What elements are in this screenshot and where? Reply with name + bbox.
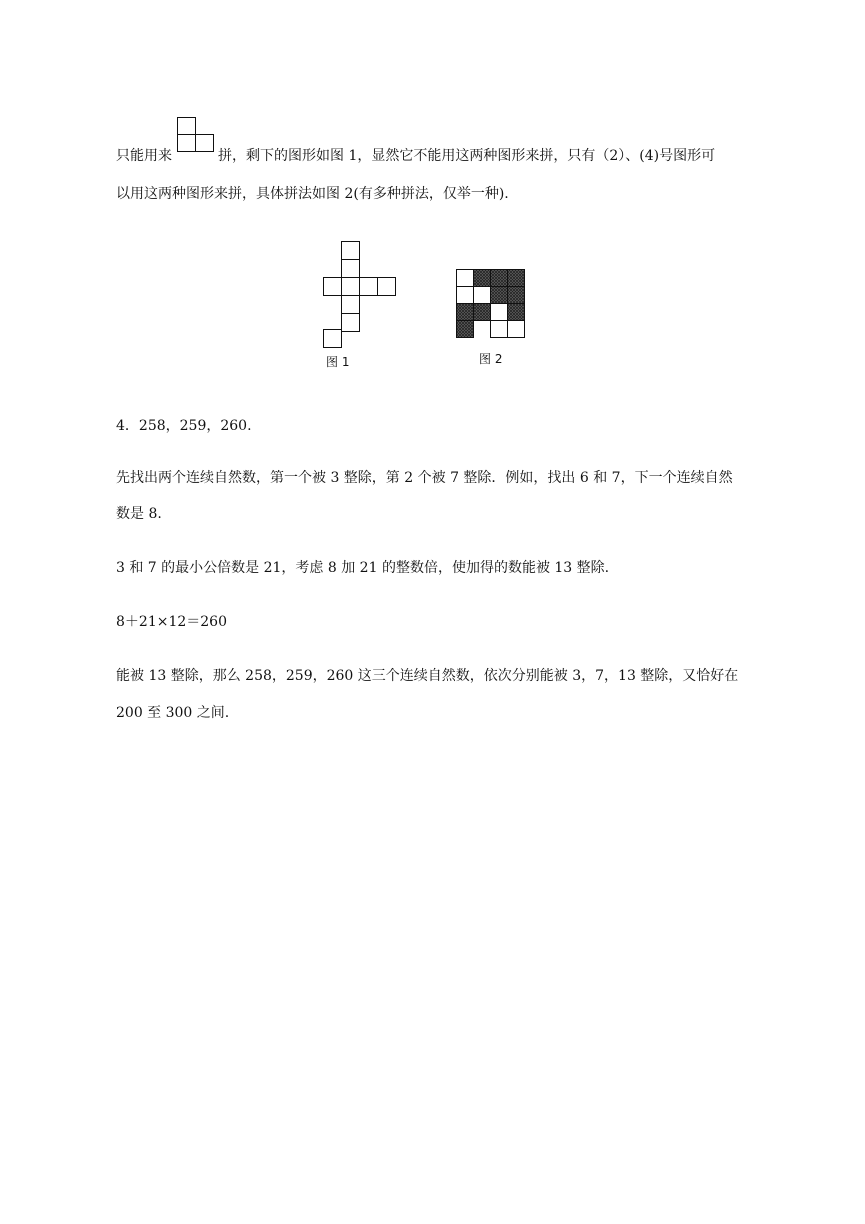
- figure-1-caption: 图 1: [326, 355, 350, 369]
- fig1-cell: [360, 278, 378, 296]
- fig2-cell: [457, 304, 474, 321]
- fig2-cell: [457, 270, 474, 287]
- text-line-8: 能被 13 整除，那么 258，259，260 这三个连续自然数，依次分别能被 3，7，13 整除，又恰好在: [116, 668, 739, 684]
- fig1-cell: [342, 314, 360, 332]
- fig2-cell: [491, 321, 508, 338]
- text-line-3: 4．258，259，260.: [116, 418, 252, 434]
- text-line-6: 3 和 7 的最小公倍数是 21，考虑 8 加 21 的整数倍，使加得的数能被 13 整除.: [116, 560, 610, 576]
- fig1-cell: [342, 278, 360, 296]
- fig2-cell: [474, 287, 491, 304]
- fig1-cell: [324, 278, 342, 296]
- fig2-cell: [491, 287, 508, 304]
- text-line-1a: 只能用来: [116, 148, 172, 164]
- figure-2-tiling: [454, 266, 530, 342]
- l-tromino-icon: [176, 116, 216, 154]
- text-line-7: 8＋21×12＝260: [116, 614, 227, 630]
- fig1-cell: [342, 260, 360, 278]
- fig2-cell: [491, 270, 508, 287]
- fig2-cell: [457, 287, 474, 304]
- fig2-cell: [508, 304, 525, 321]
- fig1-cell: [324, 330, 342, 348]
- text-line-4: 先找出两个连续自然数，第一个被 3 整除，第 2 个被 7 整除．例如，找出 6 和 7，下一个连续自然: [116, 470, 733, 486]
- fig1-cell: [378, 278, 396, 296]
- fig1-cell: [342, 296, 360, 314]
- text-line-9: 200 至 300 之间.: [116, 705, 230, 721]
- figure-2-caption: 图 2: [479, 352, 503, 366]
- text-line-2: 以用这两种图形来拼，具体拼法如图 2(有多种拼法，仅举一种).: [116, 186, 509, 202]
- text-line-5: 数是 8.: [116, 506, 162, 522]
- fig2-cell: [508, 270, 525, 287]
- text-line-1b: 拼，剩下的图形如图 1，显然它不能用这两种图形来拼，只有（2）、(4)号图形可: [218, 148, 716, 164]
- fig2-cell: [508, 287, 525, 304]
- fig1-cell: [342, 242, 360, 260]
- fig2-cell: [474, 304, 491, 321]
- fig2-cell: [491, 304, 508, 321]
- fig2-cell: [474, 270, 491, 287]
- fig2-cell: [457, 321, 474, 338]
- fig2-cell: [508, 321, 525, 338]
- figure-1-cross-shape: [320, 240, 400, 352]
